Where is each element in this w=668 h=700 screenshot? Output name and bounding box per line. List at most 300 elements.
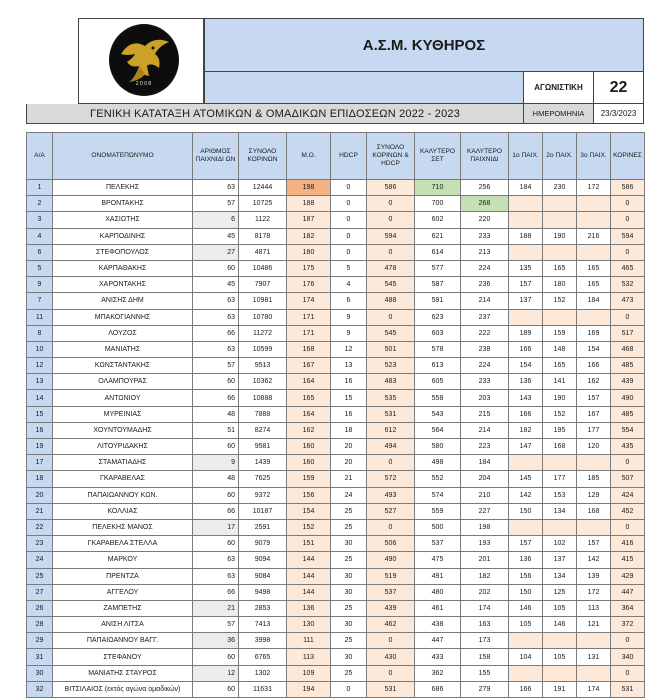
cell-name: ΒΡΟΝΤΑΚΗΣ: [53, 196, 193, 212]
cell-games: 63: [193, 552, 239, 568]
col-best-game: ΚΑΛΥΤΕΡΟ ΠΑΙΧΝΙΔΙ: [461, 133, 509, 180]
cell-game-2: [543, 633, 577, 649]
cell-aa: 10: [27, 341, 53, 357]
cell-games: 27: [193, 244, 239, 260]
cell-pins: 11631: [239, 681, 287, 697]
cell-game-2: 125: [543, 584, 577, 600]
cell-pins: 10780: [239, 309, 287, 325]
cell-hdcp: 21: [331, 471, 367, 487]
cell-aa: 20: [27, 487, 53, 503]
cell-best-game: 202: [461, 584, 509, 600]
cell-aa: 29: [27, 633, 53, 649]
cell-name: ΜΑΡΚΟΥ: [53, 552, 193, 568]
cell-hdcp: 13: [331, 358, 367, 374]
cell-best-game: 201: [461, 552, 509, 568]
table-row: [27, 600, 645, 616]
cell-game-1: 150: [509, 503, 543, 519]
cell-hdcp: 5: [331, 260, 367, 276]
cell-best-game: 233: [461, 228, 509, 244]
cell-aa: 18: [27, 471, 53, 487]
cell-pins: 2853: [239, 600, 287, 616]
cell-pins: 9372: [239, 487, 287, 503]
cell-best-set: 614: [415, 244, 461, 260]
cell-avg: 113: [287, 649, 331, 665]
cell-total: 0: [367, 196, 415, 212]
cell-aa: 14: [27, 390, 53, 406]
cell-games: 9: [193, 455, 239, 471]
cell-game-2: [543, 309, 577, 325]
cell-pins-today: 507: [611, 471, 645, 487]
cell-games: 51: [193, 422, 239, 438]
cell-game-2: [543, 244, 577, 260]
cell-game-3: 157: [577, 390, 611, 406]
cell-game-1: 146: [509, 600, 543, 616]
table-row: [27, 358, 645, 374]
cell-games: 60: [193, 681, 239, 697]
cell-game-1: [509, 212, 543, 228]
cell-game-2: 165: [543, 358, 577, 374]
cell-avg: 156: [287, 487, 331, 503]
cell-best-set: 480: [415, 584, 461, 600]
cell-games: 60: [193, 260, 239, 276]
cell-game-1: [509, 455, 543, 471]
col-best-set: ΚΑΛΥΤΕΡΟ ΣΕΤ: [415, 133, 461, 180]
cell-name: ΚΑΡΠΑΘΑΚΗΣ: [53, 260, 193, 276]
cell-best-set: 491: [415, 568, 461, 584]
cell-name: ΜΥΡΕΙΝΙΑΣ: [53, 406, 193, 422]
cell-best-game: 184: [461, 455, 509, 471]
table-row: [27, 681, 645, 697]
cell-hdcp: 18: [331, 422, 367, 438]
cell-aa: 11: [27, 309, 53, 325]
cell-best-game: 182: [461, 568, 509, 584]
cell-name: ΟΛΑΜΠΟΥΡΑΣ: [53, 374, 193, 390]
cell-name: ΖΑΜΠΕΤΗΣ: [53, 600, 193, 616]
cell-name: ΣΤΕΦΑΝΟΥ: [53, 649, 193, 665]
cell-total: 0: [367, 455, 415, 471]
cell-game-3: 169: [577, 325, 611, 341]
cell-game-3: 113: [577, 600, 611, 616]
cell-avg: 167: [287, 358, 331, 374]
standings-table: [26, 132, 645, 698]
club-logo-icon: [109, 24, 179, 96]
cell-games: 45: [193, 228, 239, 244]
cell-hdcp: 30: [331, 617, 367, 633]
cell-total: 462: [367, 617, 415, 633]
cell-pins: 9079: [239, 536, 287, 552]
cell-name: ΚΟΛΛΙΑΣ: [53, 503, 193, 519]
cell-game-3: [577, 633, 611, 649]
cell-avg: 165: [287, 390, 331, 406]
cell-name: ΠΕΛΕΚΗΣ: [53, 180, 193, 196]
cell-game-3: 120: [577, 439, 611, 455]
table-row: [27, 341, 645, 357]
cell-hdcp: 30: [331, 568, 367, 584]
cell-best-set: 577: [415, 260, 461, 276]
cell-hdcp: 15: [331, 390, 367, 406]
cell-name: ΑΝΤΩΝΙΟΥ: [53, 390, 193, 406]
cell-hdcp: 30: [331, 536, 367, 552]
cell-hdcp: 16: [331, 406, 367, 422]
cell-total: 586: [367, 180, 415, 196]
cell-game-2: 180: [543, 277, 577, 293]
cell-best-game: 220: [461, 212, 509, 228]
cell-game-2: 152: [543, 293, 577, 309]
cell-best-set: 461: [415, 600, 461, 616]
cell-avg: 182: [287, 228, 331, 244]
cell-games: 66: [193, 503, 239, 519]
cell-game-2: 105: [543, 649, 577, 665]
cell-game-2: 102: [543, 536, 577, 552]
cell-pins: 9094: [239, 552, 287, 568]
cell-game-3: 172: [577, 584, 611, 600]
cell-game-2: 153: [543, 487, 577, 503]
table-row: [27, 455, 645, 471]
cell-game-3: 162: [577, 374, 611, 390]
cell-pins: 7907: [239, 277, 287, 293]
cell-avg: 162: [287, 422, 331, 438]
cell-name: ΓΚΑΡΑΒΕΛΑΣ: [53, 471, 193, 487]
cell-best-game: 214: [461, 293, 509, 309]
cell-hdcp: 12: [331, 341, 367, 357]
cell-pins: 3998: [239, 633, 287, 649]
cell-aa: 5: [27, 260, 53, 276]
cell-pins: 1122: [239, 212, 287, 228]
cell-game-1: 137: [509, 293, 543, 309]
logo-year: 2008: [135, 81, 153, 87]
table-row: [27, 406, 645, 422]
cell-avg: 164: [287, 374, 331, 390]
cell-total: 478: [367, 260, 415, 276]
cell-games: 60: [193, 487, 239, 503]
cell-hdcp: 0: [331, 180, 367, 196]
cell-name: ΑΝΙΣΗΣ ΔΗΜ: [53, 293, 193, 309]
cell-total: 501: [367, 341, 415, 357]
cell-game-1: 142: [509, 487, 543, 503]
cell-game-1: 166: [509, 341, 543, 357]
cell-aa: 27: [27, 584, 53, 600]
sheet-header: [26, 18, 644, 124]
cell-pins-today: 0: [611, 665, 645, 681]
cell-games: 66: [193, 584, 239, 600]
cell-pins-today: 340: [611, 649, 645, 665]
cell-hdcp: 0: [331, 212, 367, 228]
cell-pins-today: 372: [611, 617, 645, 633]
cell-games: 60: [193, 374, 239, 390]
cell-best-set: 564: [415, 422, 461, 438]
cell-pins: 8274: [239, 422, 287, 438]
header-blank-cell: [204, 72, 524, 104]
cell-game-3: 129: [577, 487, 611, 503]
cell-best-game: 224: [461, 358, 509, 374]
cell-hdcp: 0: [331, 196, 367, 212]
cell-pins: 12444: [239, 180, 287, 196]
cell-total: 0: [367, 212, 415, 228]
cell-game-1: [509, 519, 543, 535]
cell-games: 21: [193, 600, 239, 616]
cell-avg: 152: [287, 519, 331, 535]
col-pins: ΣΥΝΟΛΟ ΚΟΡΙΝΩΝ: [239, 133, 287, 180]
cell-pins: 10362: [239, 374, 287, 390]
cell-best-set: 559: [415, 503, 461, 519]
cell-best-set: 552: [415, 471, 461, 487]
cell-game-3: 165: [577, 260, 611, 276]
cell-aa: 6: [27, 244, 53, 260]
cell-hdcp: 16: [331, 374, 367, 390]
cell-pins-today: 468: [611, 341, 645, 357]
cell-total: 483: [367, 374, 415, 390]
cell-pins-today: 429: [611, 568, 645, 584]
cell-total: 506: [367, 536, 415, 552]
table-row: [27, 180, 645, 196]
table-row: [27, 390, 645, 406]
cell-best-set: 574: [415, 487, 461, 503]
cell-total: 594: [367, 228, 415, 244]
cell-game-2: 230: [543, 180, 577, 196]
col-game-2: 2ο ΠΑΙΧ.: [543, 133, 577, 180]
cell-avg: 144: [287, 552, 331, 568]
cell-aa: 7: [27, 293, 53, 309]
cell-pins-today: 0: [611, 212, 645, 228]
cell-game-3: 142: [577, 552, 611, 568]
table-row: [27, 552, 645, 568]
cell-game-1: 184: [509, 180, 543, 196]
cell-total: 439: [367, 600, 415, 616]
cell-games: 63: [193, 341, 239, 357]
cell-games: 66: [193, 325, 239, 341]
cell-best-set: 500: [415, 519, 461, 535]
cell-best-set: 591: [415, 293, 461, 309]
cell-name: ΜΠΑΚΟΓΙΑΝΝΗΣ: [53, 309, 193, 325]
cell-pins: 10599: [239, 341, 287, 357]
table-row: [27, 568, 645, 584]
cell-pins-today: 485: [611, 358, 645, 374]
cell-game-2: 134: [543, 568, 577, 584]
cell-total: 545: [367, 325, 415, 341]
cell-best-set: 537: [415, 536, 461, 552]
cell-pins: 10981: [239, 293, 287, 309]
cell-pins-today: 485: [611, 406, 645, 422]
cell-pins-today: 415: [611, 552, 645, 568]
table-row: [27, 422, 645, 438]
cell-best-game: 193: [461, 536, 509, 552]
cell-aa: 2: [27, 196, 53, 212]
cell-game-2: 152: [543, 406, 577, 422]
cell-avg: 111: [287, 633, 331, 649]
cell-best-game: 173: [461, 633, 509, 649]
table-row: [27, 471, 645, 487]
cell-avg: 187: [287, 212, 331, 228]
cell-total: 572: [367, 471, 415, 487]
cell-game-2: 137: [543, 552, 577, 568]
cell-best-game: 222: [461, 325, 509, 341]
cell-best-set: 578: [415, 341, 461, 357]
cell-game-2: [543, 455, 577, 471]
cell-total: 0: [367, 244, 415, 260]
cell-game-3: 157: [577, 536, 611, 552]
cell-best-game: 213: [461, 244, 509, 260]
cell-best-set: 602: [415, 212, 461, 228]
table-row: [27, 244, 645, 260]
cell-total: 523: [367, 358, 415, 374]
cell-avg: 144: [287, 584, 331, 600]
cell-avg: 144: [287, 568, 331, 584]
cell-best-game: 237: [461, 309, 509, 325]
cell-game-1: 104: [509, 649, 543, 665]
cell-avg: 154: [287, 503, 331, 519]
cell-name: ΧΑΡΟΝΤΑΚΗΣ: [53, 277, 193, 293]
cell-game-2: [543, 212, 577, 228]
cell-game-3: [577, 665, 611, 681]
table-row: [27, 503, 645, 519]
sheet-subtitle: ΓΕΝΙΚΗ ΚΑΤΑΤΑΞΗ ΑΤΟΜΙΚΩΝ & ΟΜΑΔΙΚΩΝ ΕΠΙΔΟΣΕΩΝ 2022 - 2023: [26, 104, 524, 124]
cell-name: ΧΟΥΝΤΟΥΜΑΔΗΣ: [53, 422, 193, 438]
cell-game-1: [509, 309, 543, 325]
table-row: [27, 487, 645, 503]
cell-best-game: 227: [461, 503, 509, 519]
cell-pins: 10725: [239, 196, 287, 212]
col-pins-today: ΚΟΡΙΝΕΣ: [611, 133, 645, 180]
cell-total: 0: [367, 665, 415, 681]
cell-game-3: 185: [577, 471, 611, 487]
cell-game-1: 135: [509, 260, 543, 276]
cell-game-1: 154: [509, 358, 543, 374]
cell-pins: 10486: [239, 260, 287, 276]
club-title: Α.Σ.Μ. ΚΥΘΗΡΟΣ: [204, 18, 644, 72]
cell-games: 48: [193, 471, 239, 487]
col-game-1: 1ο ΠΑΙΧ.: [509, 133, 543, 180]
cell-name: ΠΑΠΑΙΩΑΝΝΟΥ ΒΑΓΓ.: [53, 633, 193, 649]
table-row: [27, 617, 645, 633]
cell-best-set: 580: [415, 439, 461, 455]
cell-aa: 1: [27, 180, 53, 196]
cell-pins-today: 447: [611, 584, 645, 600]
cell-games: 45: [193, 277, 239, 293]
table-row: [27, 439, 645, 455]
cell-hdcp: 24: [331, 487, 367, 503]
cell-avg: 151: [287, 536, 331, 552]
cell-game-3: 172: [577, 180, 611, 196]
cell-pins: 1439: [239, 455, 287, 471]
results-sheet: [26, 18, 644, 698]
cell-pins: 9513: [239, 358, 287, 374]
cell-pins-today: 0: [611, 196, 645, 212]
table-row: [27, 633, 645, 649]
cell-aa: 32: [27, 681, 53, 697]
cell-game-1: 182: [509, 422, 543, 438]
cell-game-3: 166: [577, 358, 611, 374]
cell-game-1: 105: [509, 617, 543, 633]
cell-name: ΣΤΑΜΑΤΙΑΔΗΣ: [53, 455, 193, 471]
cell-game-1: 150: [509, 584, 543, 600]
cell-aa: 15: [27, 406, 53, 422]
cell-game-1: 156: [509, 568, 543, 584]
cell-best-set: 623: [415, 309, 461, 325]
cell-total: 531: [367, 681, 415, 697]
cell-game-2: 148: [543, 341, 577, 357]
cell-game-2: [543, 196, 577, 212]
cell-games: 12: [193, 665, 239, 681]
table-row: [27, 536, 645, 552]
cell-pins-today: 452: [611, 503, 645, 519]
cell-game-2: 191: [543, 681, 577, 697]
cell-pins-today: 416: [611, 536, 645, 552]
cell-total: 531: [367, 406, 415, 422]
cell-game-1: 157: [509, 277, 543, 293]
cell-best-set: 438: [415, 617, 461, 633]
cell-pins: 10187: [239, 503, 287, 519]
cell-best-game: 198: [461, 519, 509, 535]
cell-pins: 11272: [239, 325, 287, 341]
cell-aa: 30: [27, 665, 53, 681]
cell-game-3: [577, 212, 611, 228]
cell-avg: 198: [287, 180, 331, 196]
cell-avg: 160: [287, 455, 331, 471]
cell-avg: 164: [287, 406, 331, 422]
table-row: [27, 519, 645, 535]
cell-pins-today: 554: [611, 422, 645, 438]
cell-aa: 22: [27, 519, 53, 535]
cell-hdcp: 9: [331, 309, 367, 325]
cell-aa: 26: [27, 600, 53, 616]
cell-game-1: 136: [509, 374, 543, 390]
cell-game-3: 165: [577, 277, 611, 293]
cell-hdcp: 25: [331, 633, 367, 649]
logo-cell: [78, 18, 204, 104]
col-total: ΣΥΝΟΛΟ ΚΟΡΙΝΩΝ & HDCP: [367, 133, 415, 180]
cell-hdcp: 25: [331, 519, 367, 535]
date-value: 23/3/2023: [594, 104, 644, 124]
cell-hdcp: 0: [331, 244, 367, 260]
cell-pins-today: 0: [611, 309, 645, 325]
cell-best-set: 613: [415, 358, 461, 374]
cell-avg: 180: [287, 244, 331, 260]
cell-game-1: 145: [509, 471, 543, 487]
cell-game-3: 216: [577, 228, 611, 244]
cell-pins: 6765: [239, 649, 287, 665]
table-row: [27, 584, 645, 600]
cell-games: 17: [193, 519, 239, 535]
cell-games: 60: [193, 649, 239, 665]
cell-game-1: 147: [509, 439, 543, 455]
cell-total: 494: [367, 439, 415, 455]
cell-pins: 9498: [239, 584, 287, 600]
cell-hdcp: 30: [331, 584, 367, 600]
cell-pins-today: 473: [611, 293, 645, 309]
cell-best-game: 268: [461, 196, 509, 212]
cell-name: ΑΓΓΕΛΟΥ: [53, 584, 193, 600]
cell-hdcp: 25: [331, 552, 367, 568]
cell-name: ΜΑΝΙΑΤΗΣ ΣΤΑΥΡΟΣ: [53, 665, 193, 681]
cell-games: 48: [193, 406, 239, 422]
cell-best-set: 543: [415, 406, 461, 422]
cell-game-3: 184: [577, 293, 611, 309]
cell-game-3: 154: [577, 341, 611, 357]
cell-pins-today: 364: [611, 600, 645, 616]
cell-best-set: 621: [415, 228, 461, 244]
cell-best-set: 700: [415, 196, 461, 212]
cell-aa: 24: [27, 552, 53, 568]
cell-total: 537: [367, 584, 415, 600]
col-game-3: 3ο ΠΑΙΧ.: [577, 133, 611, 180]
cell-pins-today: 465: [611, 260, 645, 276]
agonistiki-label: ΑΓΩΝΙΣΤΙΚΗ: [524, 72, 594, 104]
cell-game-3: 139: [577, 568, 611, 584]
cell-game-3: [577, 455, 611, 471]
cell-game-2: 168: [543, 439, 577, 455]
cell-aa: 25: [27, 568, 53, 584]
cell-game-2: 105: [543, 600, 577, 616]
